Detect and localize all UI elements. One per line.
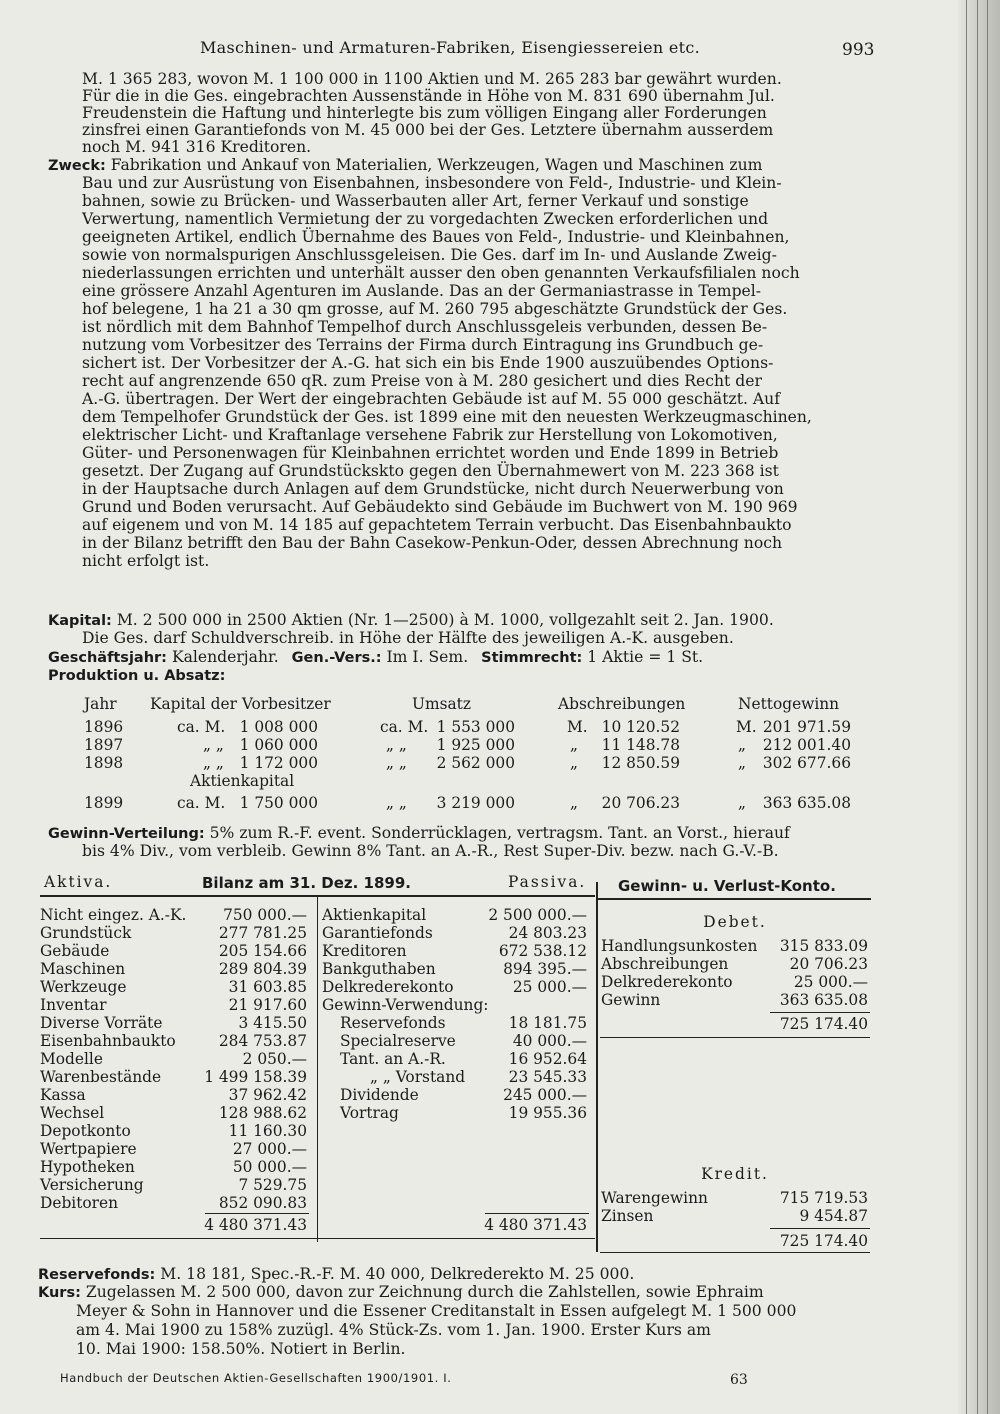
cell-net-prefix: „ xyxy=(738,794,746,812)
kurs-line: 10. Mai 1900: 158.50%. Notiert in Berlin. xyxy=(76,1340,406,1358)
cell-ums-prefix: „ „ xyxy=(386,794,407,812)
debet-name: Delkrederekonto xyxy=(601,973,733,991)
cell-kapital: 1 172 000 xyxy=(239,754,318,772)
aktiva-value: 852 090.83 xyxy=(218,1194,307,1212)
footer-signature: 63 xyxy=(730,1372,748,1388)
zweck-line: sowie von normalspurigen Anschlussgeleisen. Die Ges. darf im In- und Auslande Zweig- xyxy=(82,246,777,264)
aktiva-name: Kassa xyxy=(40,1086,86,1104)
zweck-line: ist nördlich mit dem Bahnhof Tempelhof durch Anschlussgeleis verbunden, dessen Be- xyxy=(82,318,768,336)
cell-kap-prefix: ca. M. xyxy=(177,718,226,736)
cell-jahr: 1899 xyxy=(84,794,124,812)
kredit-value: 9 454.87 xyxy=(799,1207,868,1225)
guv-title: Gewinn- u. Verlust-Konto. xyxy=(618,877,836,895)
zweck-line: nutzung vom Vorbesitzer des Terrains der Firma durch Eintragung ins Grundbuch ge- xyxy=(82,336,764,354)
aktiva-name: Diverse Vorräte xyxy=(40,1014,163,1032)
verwendung-name: „ „ Vorstand xyxy=(370,1068,466,1086)
aktiva-name: Warenbestände xyxy=(40,1068,162,1086)
kapital-label: Kapital: xyxy=(48,613,112,629)
aktiva-value: 1 499 158.39 xyxy=(204,1068,307,1086)
passiva-name: Delkrederekonto xyxy=(322,978,454,996)
aktiva-name: Eisenbahnbaukto xyxy=(40,1032,176,1050)
passiva-value: 25 000.— xyxy=(512,978,587,996)
aktiva-name: Hypotheken xyxy=(40,1158,135,1176)
cell-ums-prefix: „ „ xyxy=(386,754,407,772)
aktiva-value: 37 962.42 xyxy=(228,1086,307,1104)
cell-nettogewinn: 212 001.40 xyxy=(762,736,851,754)
cell-net-prefix: M. xyxy=(736,718,757,736)
kredit-name: Warengewinn xyxy=(601,1189,708,1207)
kapital-line-2: Die Ges. darf Schuldverschreib. in Höhe der Hälfte des jeweiligen A.-K. ausgeben. xyxy=(82,629,734,647)
cell-nettogewinn: 302 677.66 xyxy=(762,754,851,772)
gewinn-verteilung-line2: bis 4% Div., vom verbleib. Gewinn 8% Tant. an A.-R., Rest Super-Div. bezw. nach G.-V.-B. xyxy=(82,842,779,860)
cell-abschreibungen: 12 850.59 xyxy=(601,754,680,772)
verwendung-value: 18 181.75 xyxy=(508,1014,587,1032)
cell-abs-prefix: „ xyxy=(570,754,578,772)
aktiva-value: 284 753.87 xyxy=(218,1032,307,1050)
cell-umsatz: 2 562 000 xyxy=(436,754,515,772)
kapital-text: M. 2 500 000 in 2500 Aktien (Nr. 1—2500) à M. 1000, vollgezahlt seit 2. Jan. 1900. xyxy=(116,611,774,629)
gewinn-verteilung-label: Gewinn-Verteilung: xyxy=(48,826,205,842)
aktiva-name: Werkzeuge xyxy=(40,978,127,996)
kurs-line: am 4. Mai 1900 zu 158% zuzügl. 4% Stück-Zs. vom 1. Jan. 1900. Erster Kurs am xyxy=(76,1321,711,1339)
genvers-label: Gen.-Vers.: xyxy=(291,650,382,666)
debet-total: 725 174.40 xyxy=(779,1015,868,1033)
guv-divider xyxy=(596,882,598,1252)
aktiva-value: 128 988.62 xyxy=(218,1104,307,1122)
genvers-value: Im I. Sem. xyxy=(386,648,469,666)
aktienkapital-subheader: Aktienkapital xyxy=(190,772,295,790)
cell-abschreibungen: 20 706.23 xyxy=(601,794,680,812)
cell-nettogewinn: 201 971.59 xyxy=(762,718,851,736)
passiva-name: Vortrag xyxy=(340,1104,399,1122)
zweck-line: in der Hauptsache durch Anlagen auf dem Grundstücke, nicht durch Neuerwerbung von xyxy=(82,480,784,498)
aktiva-name: Wechsel xyxy=(40,1104,105,1122)
footer-source: Handbuch der Deutschen Aktien-Gesellschaften 1900/1901. I. xyxy=(60,1371,452,1385)
aktiva-sum-rule xyxy=(205,1213,309,1214)
debet-value: 363 635.08 xyxy=(779,991,868,1009)
cell-kapital: 1 750 000 xyxy=(239,794,318,812)
passiva-name: Dividende xyxy=(340,1086,419,1104)
passiva-value: 24 803.23 xyxy=(508,924,587,942)
aktiva-name: Wertpapiere xyxy=(40,1140,137,1158)
cell-abs-prefix: M. xyxy=(567,718,588,736)
intro-line: Freudenstein die Haftung und hinterlegte bis zum völligen Eingang aller Forderungen xyxy=(82,104,767,122)
cell-kapital: 1 008 000 xyxy=(239,718,318,736)
cell-jahr: 1898 xyxy=(84,754,124,772)
cell-abschreibungen: 11 148.78 xyxy=(601,736,680,754)
reservefonds-label: Reservefonds: xyxy=(38,1267,156,1283)
aktiva-value: 50 000.— xyxy=(232,1158,307,1176)
zweck-line: hof belegene, 1 ha 21 a 30 qm grosse, auf M. 260 795 abgeschätzte Grundstück der Ges. xyxy=(82,300,788,318)
aktiva-name: Gebäude xyxy=(40,942,110,960)
cell-kap-prefix: „ „ xyxy=(203,736,224,754)
cell-net-prefix: „ xyxy=(738,754,746,772)
zweck-line: recht auf angrenzende 650 qR. zum Preise von à M. 280 gesichert und dies Recht der xyxy=(82,372,762,390)
zweck-line: auf eigenem und von M. 14 185 auf gepachtetem Terrain verbucht. Das Eisenbahnbaukto xyxy=(82,516,792,534)
verwendung-value: 16 952.64 xyxy=(508,1050,587,1068)
kredit-name: Zinsen xyxy=(601,1207,654,1225)
guv-bottom-rule xyxy=(600,1252,870,1253)
debet-bottom-rule xyxy=(600,1037,870,1038)
zweck-line: gesetzt. Der Zugang auf Grundstückskto gegen den Übernahmewert von M. 223 368 ist xyxy=(82,462,779,480)
aktiva-value: 31 603.85 xyxy=(228,978,307,996)
zweck-line: elektrischer Licht- und Kraftanlage versehene Fabrik zur Herstellung von Lokomotiven, xyxy=(82,426,778,444)
kredit-value: 715 719.53 xyxy=(779,1189,868,1207)
aktiva-name: Maschinen xyxy=(40,960,126,978)
gewinn-verteilung-paragraph xyxy=(48,825,790,842)
debet-name: Abschreibungen xyxy=(601,955,729,973)
kurs-paragraph xyxy=(38,1284,764,1301)
bilanz-divider xyxy=(317,895,318,1242)
intro-line: M. 1 365 283, wovon M. 1 100 000 in 1100 Aktien und M. 265 283 bar gewährt wurden. xyxy=(82,70,782,88)
page-number: 993 xyxy=(842,40,875,60)
col-header-jahr: Jahr xyxy=(84,695,117,713)
cell-abs-prefix: „ xyxy=(570,736,578,754)
aktiva-value: 21 917.60 xyxy=(228,996,307,1014)
passiva-label: Passiva. xyxy=(508,873,587,891)
bilanz-bottom-rule xyxy=(40,1238,595,1239)
col-header-umsatz: Umsatz xyxy=(412,695,471,713)
aktiva-name: Grundstück xyxy=(40,924,132,942)
zweck-line: nicht erfolgt ist. xyxy=(82,552,210,570)
zweck-label: Zweck: xyxy=(48,158,106,174)
cell-net-prefix: „ xyxy=(738,736,746,754)
zweck-line: Verwertung, namentlich Vermietung der zu vorgedachten Zwecken erforderlichen und xyxy=(82,210,769,228)
cell-nettogewinn: 363 635.08 xyxy=(762,794,851,812)
aktiva-name: Debitoren xyxy=(40,1194,119,1212)
cell-jahr: 1896 xyxy=(84,718,124,736)
aktiva-value: 2 050.— xyxy=(242,1050,307,1068)
debet-value: 25 000.— xyxy=(793,973,868,991)
aktiva-value: 7 529.75 xyxy=(238,1176,307,1194)
aktiva-value: 750 000.— xyxy=(223,906,307,924)
page-edge xyxy=(958,0,1000,1414)
aktiva-value: 289 804.39 xyxy=(218,960,307,978)
aktiva-value: 3 415.50 xyxy=(238,1014,307,1032)
reservefonds-text: M. 18 181, Spec.-R.-F. M. 40 000, Delkrederekto M. 25 000. xyxy=(160,1265,635,1283)
cell-abschreibungen: 10 120.52 xyxy=(601,718,680,736)
passiva-value: 672 538.12 xyxy=(498,942,587,960)
debet-value: 20 706.23 xyxy=(789,955,868,973)
debet-label: Debet. xyxy=(703,913,767,931)
aktiva-name: Inventar xyxy=(40,996,107,1014)
intro-line: noch M. 941 316 Kreditoren. xyxy=(82,138,312,156)
passiva-name: Garantiefonds xyxy=(322,924,433,942)
passiva-total: 4 480 371.43 xyxy=(484,1216,587,1234)
aktiva-name: Nicht eingez. A.-K. xyxy=(40,906,187,924)
aktiva-value: 27 000.— xyxy=(232,1140,307,1158)
kurs-label: Kurs: xyxy=(38,1285,81,1301)
zweck-line: bahnen, sowie zu Brücken- und Wasserbauten aller Art, ferner Verkauf und sonstige xyxy=(82,192,749,210)
passiva-value: 245 000.— xyxy=(503,1086,587,1104)
passiva-value: 19 955.36 xyxy=(508,1104,587,1122)
gewinn-verwendung-label: Gewinn-Verwendung: xyxy=(322,996,489,1014)
zweck-line: in der Bilanz betrifft den Bau der Bahn Casekow-Penkun-Oder, dessen Abrechnung noch xyxy=(82,534,783,552)
guv-top-rule xyxy=(597,898,871,900)
zweck-line: geeigneten Artikel, endlich Übernahme des Baues von Feld-, Industrie- und Kleinbahnen, xyxy=(82,228,790,246)
cell-kap-prefix: ca. M. xyxy=(177,794,226,812)
passiva-value: 2 500 000.— xyxy=(488,906,587,924)
edge-line xyxy=(987,0,988,1414)
passiva-name: Bankguthaben xyxy=(322,960,436,978)
aktiva-name: Modelle xyxy=(40,1050,103,1068)
passiva-value: 894 395.— xyxy=(503,960,587,978)
passiva-name: Kreditoren xyxy=(322,942,407,960)
cell-ums-prefix: ca. M. xyxy=(380,718,429,736)
passiva-sum-rule xyxy=(485,1213,589,1214)
zweck-line: Güter- und Personenwagen für Kleinbahnen errichtet worden und Ende 1899 in Betrieb xyxy=(82,444,779,462)
kredit-sum-rule xyxy=(770,1228,870,1229)
zweck-line: Grund und Boden verursacht. Auf Gebäudekto sind Gebäude im Buchwert von M. 190 969 xyxy=(82,498,798,516)
cell-kapital: 1 060 000 xyxy=(239,736,318,754)
zweck-line: Bau und zur Ausrüstung von Eisenbahnen, insbesondere von Feld-, Industrie- und Klein- xyxy=(82,174,782,192)
verwendung-name: Specialreserve xyxy=(340,1032,456,1050)
cell-umsatz: 1 553 000 xyxy=(436,718,515,736)
zweck-line: eine grössere Anzahl Agenturen im Auslande. Das an der Germaniastrasse in Tempel- xyxy=(82,282,762,300)
verwendung-value: 23 545.33 xyxy=(508,1068,587,1086)
gewinn-verteilung-line1: 5% zum R.-F. event. Sonderrücklagen, vertragsm. Tant. an Vorst., hierauf xyxy=(209,824,790,842)
zweck-line: niederlassungen errichten und unterhält ausser den oben genannten Verkaufsfilialen noch xyxy=(82,264,800,282)
aktiva-name: Versicherung xyxy=(40,1176,144,1194)
cell-umsatz: 3 219 000 xyxy=(436,794,515,812)
verwendung-name: Tant. an A.-R. xyxy=(340,1050,446,1068)
cell-kap-prefix: „ „ xyxy=(203,754,224,772)
intro-line: zinsfrei einen Garantiefonds von M. 45 000 bei der Ges. Letztere übernahm ausserdem xyxy=(82,121,774,139)
kredit-label: Kredit. xyxy=(701,1165,769,1183)
intro-line: Für die in die Ges. eingebrachten Aussenstände in Höhe von M. 831 690 übernahm Jul. xyxy=(82,87,775,105)
zweck-line: A.-G. übertragen. Der Wert der eingebrachten Gebäude ist auf M. 55 000 geschätzt. Auf xyxy=(82,390,780,408)
geschaeftsjahr-value: Kalenderjahr. xyxy=(171,648,279,666)
zweck-line: sichert ist. Der Vorbesitzer der A.-G. hat sich ein bis Ende 1900 auszuübendes Options- xyxy=(82,354,774,372)
edge-line xyxy=(966,0,967,1414)
reservefonds-paragraph xyxy=(38,1266,634,1283)
produktion-label: Produktion u. Absatz: xyxy=(48,668,226,684)
kurs-line1: Zugelassen M. 2 500 000, davon zur Zeichnung durch die Zahlstellen, sowie Ephraim xyxy=(85,1283,764,1301)
aktiva-label: Aktiva. xyxy=(44,873,113,891)
kredit-total: 725 174.40 xyxy=(779,1232,868,1250)
passiva-name: Aktienkapital xyxy=(322,906,427,924)
edge-line xyxy=(977,0,978,1414)
cell-ums-prefix: „ „ xyxy=(386,736,407,754)
geschaeftsjahr-label: Geschäftsjahr: xyxy=(48,650,167,666)
aktiva-name: Depotkonto xyxy=(40,1122,131,1140)
col-header-nettogewinn: Nettogewinn xyxy=(738,695,840,713)
debet-name: Gewinn xyxy=(601,991,661,1009)
kapital-paragraph xyxy=(48,612,774,629)
cell-umsatz: 1 925 000 xyxy=(436,736,515,754)
aktiva-total: 4 480 371.43 xyxy=(204,1216,307,1234)
col-header-abschreibungen: Abschreibungen xyxy=(558,695,686,713)
aktiva-value: 11 160.30 xyxy=(228,1122,307,1140)
running-header: Maschinen- und Armaturen-Fabriken, Eisengiessereien etc. xyxy=(200,38,701,57)
zweck-first-line: Fabrikation und Ankauf von Materialien, Werkzeugen, Wagen und Maschinen zum xyxy=(110,156,763,174)
stimmrecht-label: Stimmrecht: xyxy=(481,650,583,666)
col-header-kapital: Kapital der Vorbesitzer xyxy=(150,695,331,713)
zweck-paragraph-start xyxy=(48,157,762,174)
debet-sum-rule xyxy=(770,1012,870,1013)
kurs-line: Meyer & Sohn in Hannover und die Essener Creditanstalt in Essen aufgelegt M. 1 500 000 xyxy=(76,1302,797,1320)
cell-abs-prefix: „ xyxy=(570,794,578,812)
zweck-line: dem Tempelhofer Grundstück der Ges. ist 1899 eine mit den neuesten Werkzeugmaschinen, xyxy=(82,408,812,426)
geschaeftsjahr-line xyxy=(48,649,703,666)
debet-value: 315 833.09 xyxy=(779,937,868,955)
stimmrecht-value: 1 Aktie = 1 St. xyxy=(587,648,704,666)
debet-name: Handlungsunkosten xyxy=(601,937,758,955)
verwendung-value: 40 000.— xyxy=(512,1032,587,1050)
verwendung-name: Reservefonds xyxy=(340,1014,446,1032)
aktiva-value: 205 154.66 xyxy=(218,942,307,960)
cell-jahr: 1897 xyxy=(84,736,124,754)
aktiva-value: 277 781.25 xyxy=(218,924,307,942)
bilanz-title: Bilanz am 31. Dez. 1899. xyxy=(202,874,411,892)
